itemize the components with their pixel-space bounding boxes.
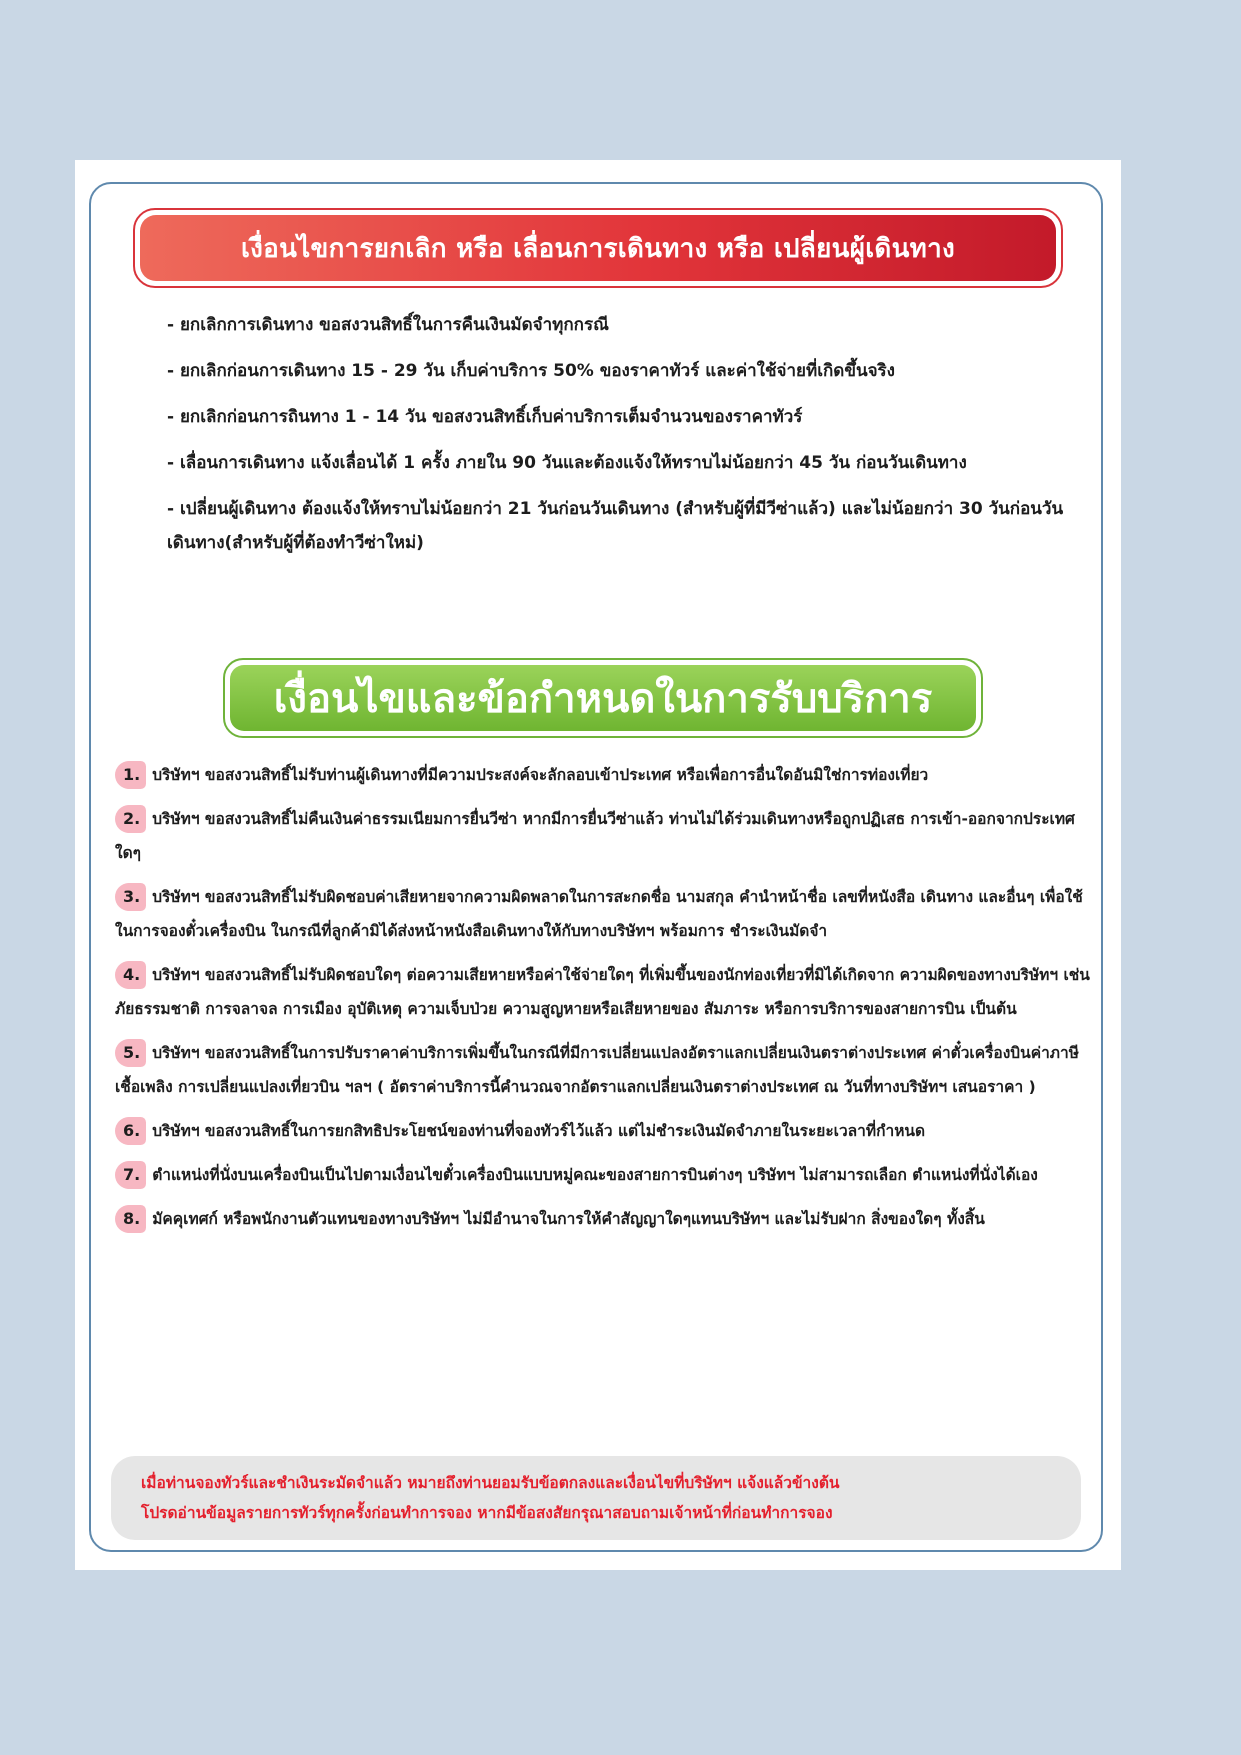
cancellation-title: เงื่อนไขการยกเลิก หรือ เลื่อนการเดินทาง หรือ เปลี่ยนผู้เดินทาง (240, 233, 956, 264)
terms-item (115, 958, 1095, 1026)
cancellation-list (167, 308, 1067, 572)
item-number-badge: 5. (115, 1039, 146, 1067)
cancellation-item: - ยกเลิกการเดินทาง ขอสงวนสิทธิ์ในการคืนเงินมัดจำทุกกรณี (167, 315, 609, 335)
item-number-badge: 3. (115, 883, 146, 911)
terms-title: เงื่อนไขและข้อกำหนดในการรับบริการ (273, 676, 933, 722)
acceptance-note (111, 1456, 1081, 1540)
terms-item (115, 1202, 1095, 1236)
terms-item (115, 1114, 1095, 1148)
item-number-badge: 8. (115, 1205, 146, 1233)
terms-item (115, 1158, 1095, 1192)
terms-item (115, 1036, 1095, 1104)
terms-banner (223, 658, 983, 738)
cancellation-item: - ยกเลิกก่อนการเดินทาง 15 - 29 วัน เก็บค่าบริการ 50% ของราคาทัวร์ และค่าใช้จ่ายที่เกิดขึ้นจริง (167, 361, 895, 381)
terms-item (115, 802, 1095, 870)
item-number-badge: 7. (115, 1161, 146, 1189)
item-number-badge: 4. (115, 961, 146, 989)
item-number-badge: 6. (115, 1117, 146, 1145)
terms-item-text: บริษัทฯ ขอสงวนสิทธิ์ในการยกสิทธิประโยชน์ของท่านที่จองทัวร์ไว้แล้ว แต่ไม่ชำระเงินมัดจำภายในระยะเวลาที่กำหนด (152, 1122, 926, 1140)
item-number-badge: 1. (115, 761, 146, 789)
document-page (75, 160, 1121, 1570)
terms-item (115, 880, 1095, 948)
cancellation-banner (133, 208, 1063, 288)
terms-item-text: บริษัทฯ ขอสงวนสิทธิ์ไม่รับผิดชอบใดๆ ต่อความเสียหายหรือค่าใช้จ่ายใดๆ ที่เพิ่มขึ้นของนักท่องเที่ยวที่มิได้เกิดจาก ความผิดของทางบริษัทฯ เช่นภัยธรรมชาติ การจลาจล การเมือง อุบัติเหตุ ความเจ็บป่วย ความสูญหายหรือเสียหายของ สัมภาระ หรือการบริการของสายการบิน เป็นต้น (115, 966, 1090, 1018)
item-number-badge: 2. (115, 805, 146, 833)
terms-item-text: ตำแหน่งที่นั่งบนเครื่องบินเป็นไปตามเงื่อนไขตั๋วเครื่องบินแบบหมู่คณะของสายการบินต่างๆ บริษัทฯ ไม่สามารถเลือก ตำแหน่งที่นั่งได้เอง (152, 1166, 1038, 1184)
terms-item-text: บริษัทฯ ขอสงวนสิทธิ์ไม่รับท่านผู้เดินทางที่มีความประสงค์จะลักลอบเข้าประเทศ หรือเพื่อการอื่นใดอันมิใช่การท่องเที่ยว (152, 766, 929, 784)
cancellation-item: - เลื่อนการเดินทาง แจ้งเลื่อนได้ 1 ครั้ง ภายใน 90 วันและต้องแจ้งให้ทราบไม่น้อยกว่า 45 วัน ก่อนวันเดินทาง (167, 453, 967, 473)
cancellation-item: - ยกเลิกก่อนการถินทาง 1 - 14 วัน ขอสงวนสิทธิ์เก็บค่าบริการเต็มจำนวนของราคาทัวร์ (167, 407, 803, 427)
terms-list (115, 758, 1095, 1246)
terms-item-text: บริษัทฯ ขอสงวนสิทธิ์ในการปรับราคาค่าบริการเพิ่มขึ้นในกรณีที่มีการเปลี่ยนแปลงอัตราแลกเปลี่ยนเงินตราต่างประเทศ ค่าตั๋วเครื่องบินค่าภาษีเชื้อเพลิง การเปลี่ยนแปลงเที่ยวบิน ฯลฯ ( อัตราค่าบริการนี้คำนวณจากอัตราแลกเปลี่ยนเงินตราต่างประเทศ ณ วันที่ทางบริษัทฯ เสนอราคา ) (115, 1044, 1079, 1096)
terms-item-text: มัคคุเทศก์ หรือพนักงานตัวแทนของทางบริษัทฯ ไม่มีอำนาจในการให้คำสัญญาใดๆแทนบริษัทฯ และไม่รับฝาก สิ่งของใดๆ ทั้งสิ้น (152, 1210, 985, 1228)
cancellation-item: - เปลี่ยนผู้เดินทาง ต้องแจ้งให้ทราบไม่น้อยกว่า 21 วันก่อนวันเดินทาง (สำหรับผู้ที่มีวีซ่าแล้ว) และไม่น้อยกว่า 30 วันก่อนวันเดินทาง(สำหรับผู้ที่ต้องทำวีซ่าใหม่) (167, 499, 1064, 553)
terms-item-text: บริษัทฯ ขอสงวนสิทธิ์ไม่คืนเงินค่าธรรมเนียมการยื่นวีซ่า หากมีการยื่นวีซ่าแล้ว ท่านไม่ได้ร่วมเดินทางหรือถูกปฏิเสธ การเข้า-ออกจากประเทศใดๆ (115, 810, 1075, 862)
note-line: โปรดอ่านข้อมูลรายการทัวร์ทุกครั้งก่อนทำการจอง หากมีข้อสงสัยกรุณาสอบถามเจ้าหน้าที่ก่อนทำการจอง (141, 1504, 833, 1522)
note-line: เมื่อท่านจองทัวร์และชำเงินระมัดจำแล้ว หมายถึงท่านยอมรับข้อตกลงและเงื่อนไขที่บริษัทฯ แจ้งแล้วข้างต้น (141, 1474, 840, 1492)
terms-item-text: บริษัทฯ ขอสงวนสิทธิ์ไม่รับผิดชอบค่าเสียหายจากความผิดพลาดในการสะกดชื่อ นามสกุล คำนำหน้าชื่อ เลขที่หนังสือ เดินทาง และอื่นๆ เพื่อใช้ในการจองตั๋วเครื่องบิน ในกรณีที่ลูกค้ามิได้ส่งหน้าหนังสือเดินทางให้กับทางบริษัทฯ พร้อมการ ชำระเงินมัดจำ (115, 888, 1083, 940)
terms-item (115, 758, 1095, 792)
